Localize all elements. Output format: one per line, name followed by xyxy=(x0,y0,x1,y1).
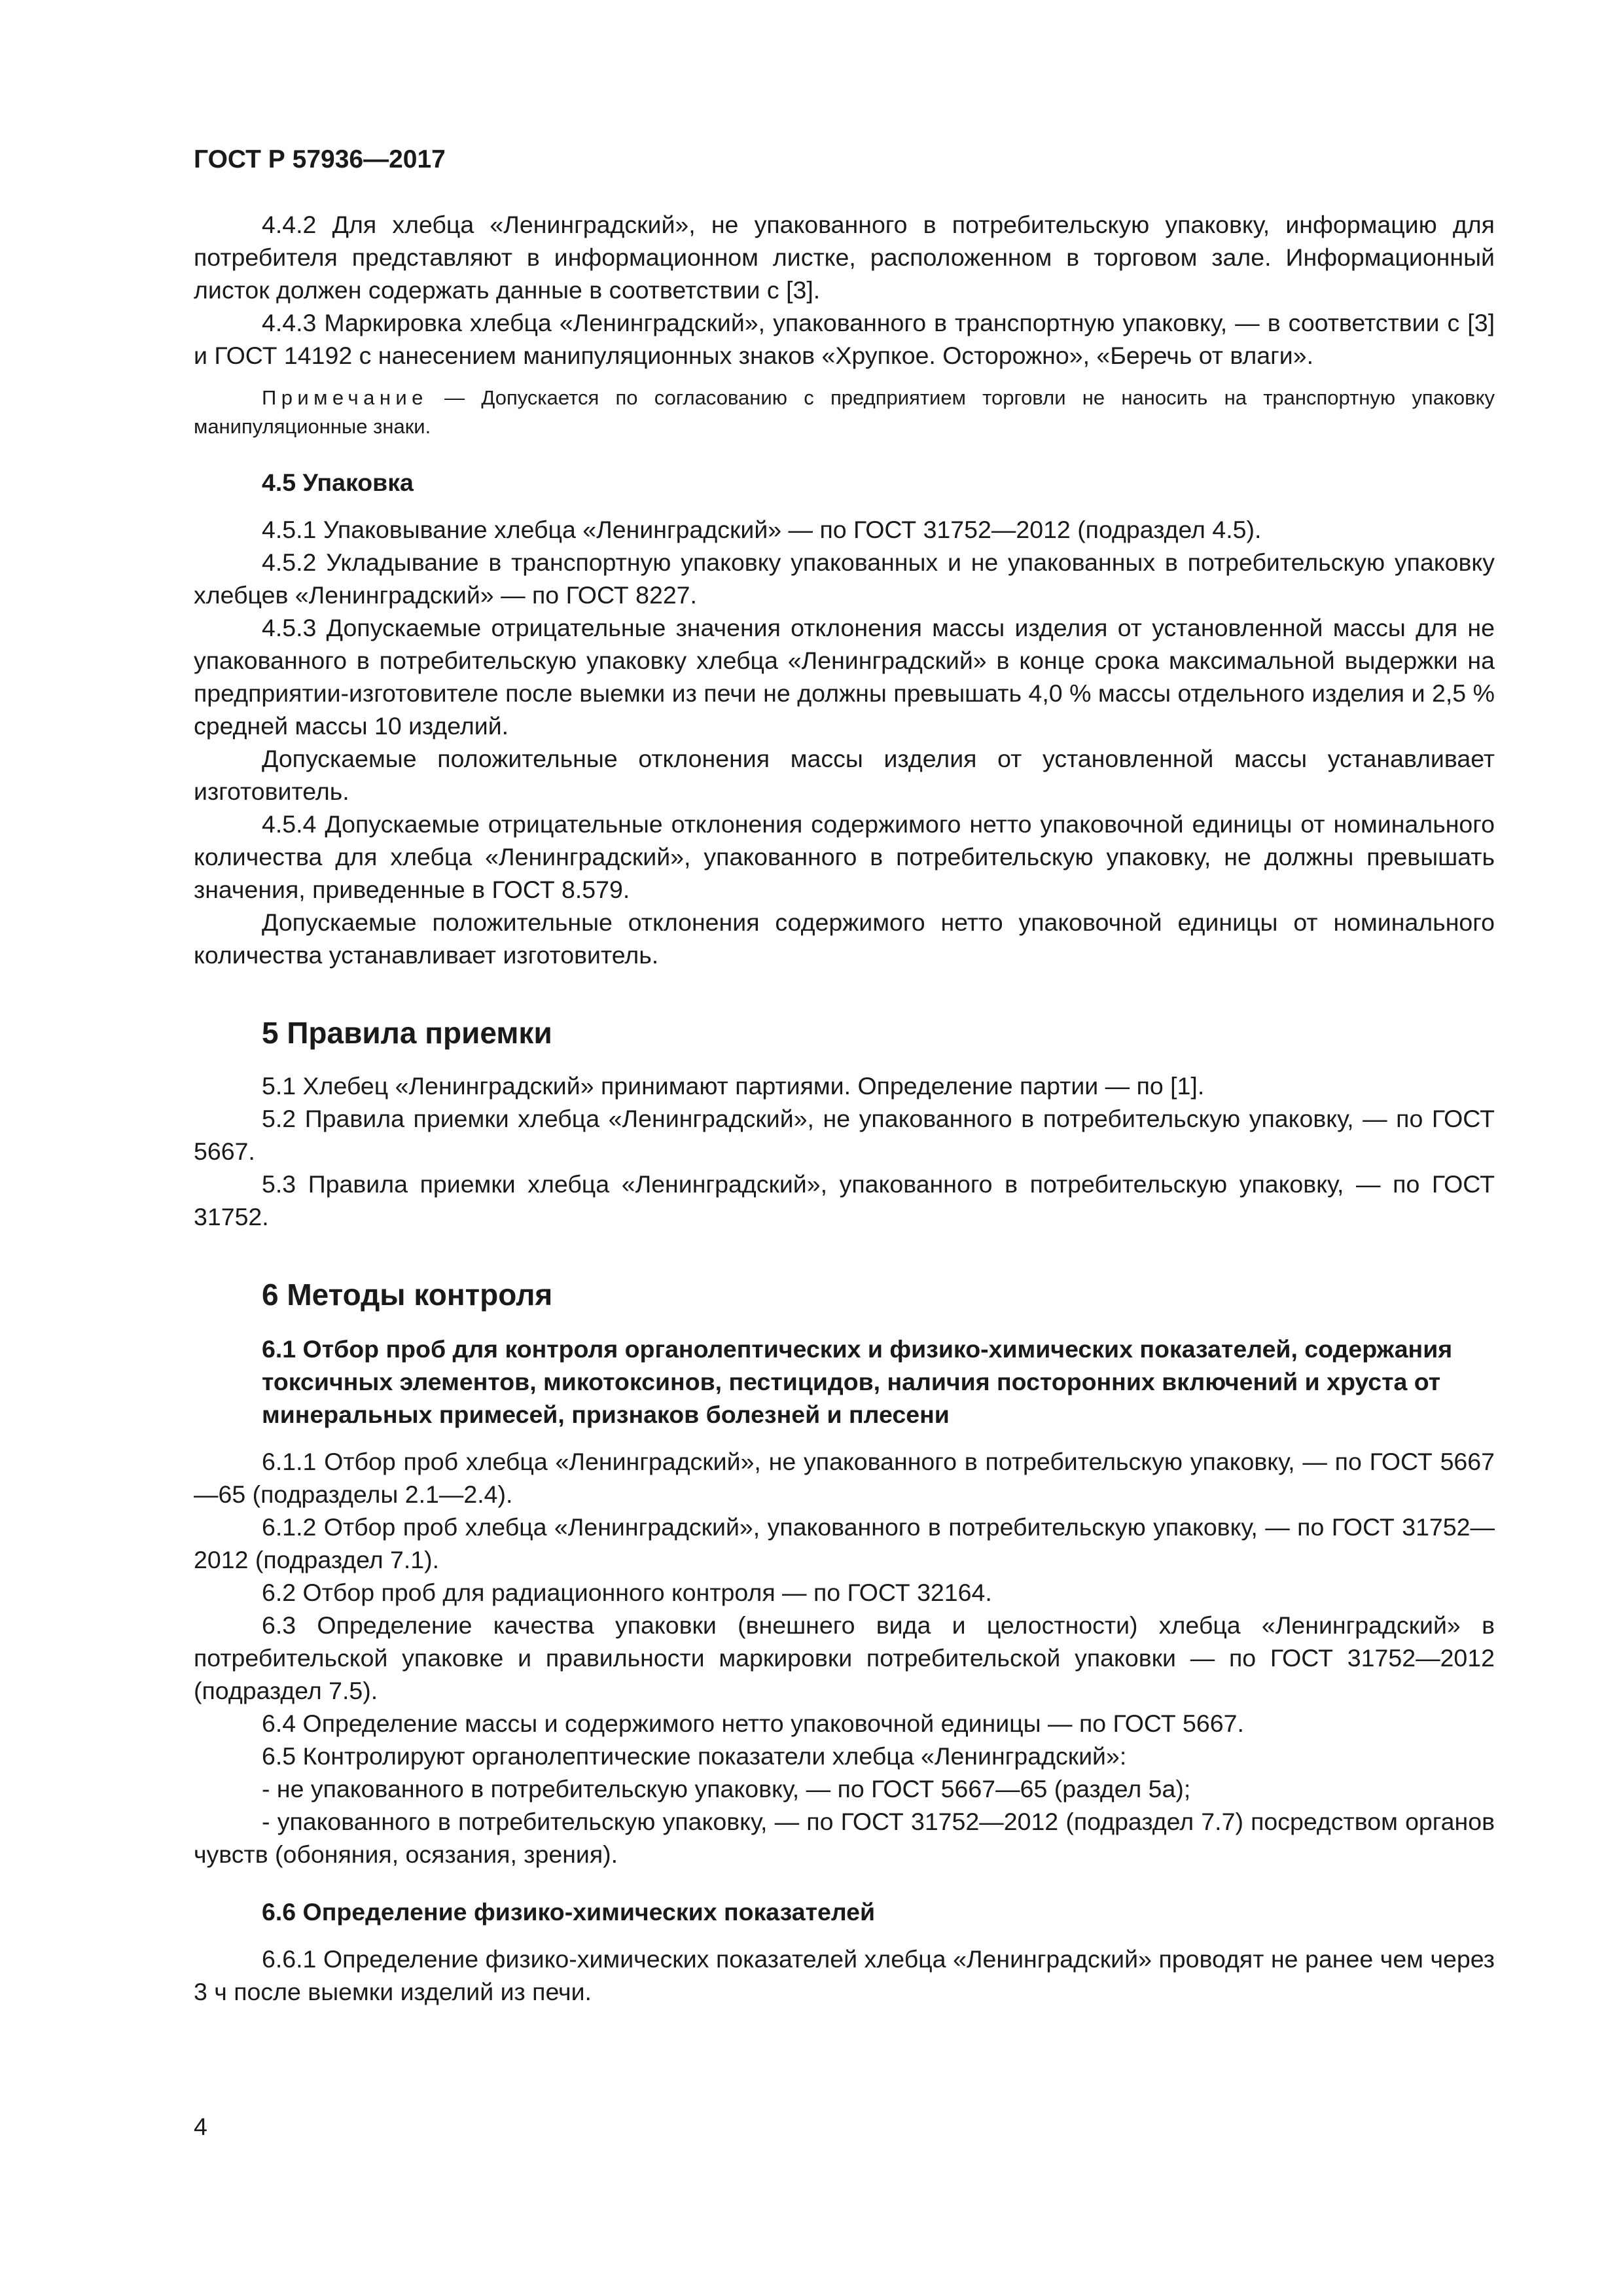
note-label: Примечание xyxy=(262,386,428,409)
paragraph-4-4-2: 4.4.2 Для хлебца «Ленинградский», не упакованного в потребительскую упаковку, информацию для потребителя представляют в информационном листке, расположенном в торговом зале. Информационный листок должен содержать данные в соответствии с [3]. xyxy=(194,211,1495,304)
paragraph-6-2: 6.2 Отбор проб для радиационного контроля — по ГОСТ 32164. xyxy=(262,1579,992,1606)
paragraph-6-1-2: 6.1.2 Отбор проб хлебца «Ленинградский», упакованного в потребительскую упаковку, — по ГОСТ 31752—2012 (подраздел 7.1). xyxy=(194,1513,1495,1573)
paragraph-6-1-1: 6.1.1 Отбор проб хлебца «Ленинградский», не упакованного в потребительскую упаковку, — по ГОСТ 5667—65 (подразделы 2.1—2.4). xyxy=(194,1448,1495,1508)
page-number: 4 xyxy=(194,2113,207,2140)
heading-section-5: 5 Правила приемки xyxy=(262,1016,552,1050)
document-code-header: ГОСТ Р 57936—2017 xyxy=(194,145,446,173)
paragraph-6-5: 6.5 Контролируют органолептические показатели хлебца «Ленинградский»: xyxy=(262,1742,1127,1770)
list-item-6-5-a: - не упакованного в потребительскую упаковку, — по ГОСТ 5667—65 (раздел 5а); xyxy=(262,1775,1191,1803)
paragraph-4-5-3-positive: Допускаемые положительные отклонения массы изделия от установленной массы устанавливает изготовитель. xyxy=(194,745,1495,805)
paragraph-4-5-1: 4.5.1 Упаковывание хлебца «Ленинградский» — по ГОСТ 31752—2012 (подраздел 4.5). xyxy=(262,516,1262,543)
paragraph-5-1: 5.1 Хлебец «Ленинградский» принимают партиями. Определение партии — по [1]. xyxy=(262,1072,1205,1100)
paragraph-5-2: 5.2 Правила приемки хлебца «Ленинградский», не упакованного в потребительскую упаковку, — по ГОСТ 5667. xyxy=(194,1105,1495,1165)
paragraph-6-6-1: 6.6.1 Определение физико-химических показателей хлебца «Ленинградский» проводят не ранее чем через 3 ч после выемки изделий из печи. xyxy=(194,1945,1495,2005)
paragraph-4-5-3: 4.5.3 Допускаемые отрицательные значения отклонения массы изделия от установленной массы для не упакованного в потребительскую упаковку хлебца «Ленинградский» в конце срока максимальной выдержки на предприятии-изготовителе после выемки из печи не должны превышать 4,0 % массы отдельного изделия и 2,5 % средней массы 10 изделий. xyxy=(194,614,1495,740)
paragraph-4-5-4: 4.5.4 Допускаемые отрицательные отклонения содержимого нетто упаковочной единицы от номинального количества для хлебца «Ленинградский», упакованного в потребительскую упаковку, не должны превышать значения, приведенные в ГОСТ 8.579. xyxy=(194,810,1495,903)
heading-4-5: 4.5 Упаковка xyxy=(262,469,414,496)
note-block xyxy=(194,384,1495,441)
paragraph-4-5-4-positive: Допускаемые положительные отклонения содержимого нетто упаковочной единицы от номинального количества устанавливает изготовитель. xyxy=(194,908,1495,969)
heading-6-1: 6.1 Отбор проб для контроля органолептических и физико-химических показателей, содержания токсичных элементов, микотоксинов, пестицидов, наличия посторонних включений и хруста от минеральных примесей, признаков болезней и плесени xyxy=(262,1335,1453,1428)
paragraph-4-5-2: 4.5.2 Укладывание в транспортную упаковку упакованных и не упакованных в потребительскую упаковку хлебцев «Ленинградский» — по ГОСТ 8227. xyxy=(194,548,1495,609)
paragraph-5-3: 5.3 Правила приемки хлебца «Ленинградский», упакованного в потребительскую упаковку, — по ГОСТ 31752. xyxy=(194,1170,1495,1230)
heading-6-6: 6.6 Определение физико-химических показателей xyxy=(262,1898,876,1926)
heading-section-6: 6 Методы контроля xyxy=(262,1278,553,1312)
page-content xyxy=(194,143,1495,2008)
paragraph-6-3: 6.3 Определение качества упаковки (внешнего вида и целостности) хлебца «Ленинградский» в потребительской упаковке и правильности маркировки потребительской упаковки — по ГОСТ 31752—2012 (подраздел 7.5). xyxy=(194,1611,1495,1704)
list-item-6-5-b: - упакованного в потребительскую упаковку, — по ГОСТ 31752—2012 (подраздел 7.7) посредством органов чувств (обоняния, осязания, зрения). xyxy=(194,1808,1495,1868)
paragraph-6-4: 6.4 Определение массы и содержимого нетто упаковочной единицы — по ГОСТ 5667. xyxy=(262,1710,1244,1737)
paragraph-4-4-3: 4.4.3 Маркировка хлебца «Ленинградский», упакованного в транспортную упаковку, — в соответствии с [3] и ГОСТ 14192 с нанесением манипуляционных знаков «Хрупкое. Осторожно», «Беречь от влаги». xyxy=(194,309,1495,369)
note-text: — Допускается по согласованию с предприятием торговли не наносить на транспортную упаковку манипуляционные знаки. xyxy=(194,386,1495,438)
